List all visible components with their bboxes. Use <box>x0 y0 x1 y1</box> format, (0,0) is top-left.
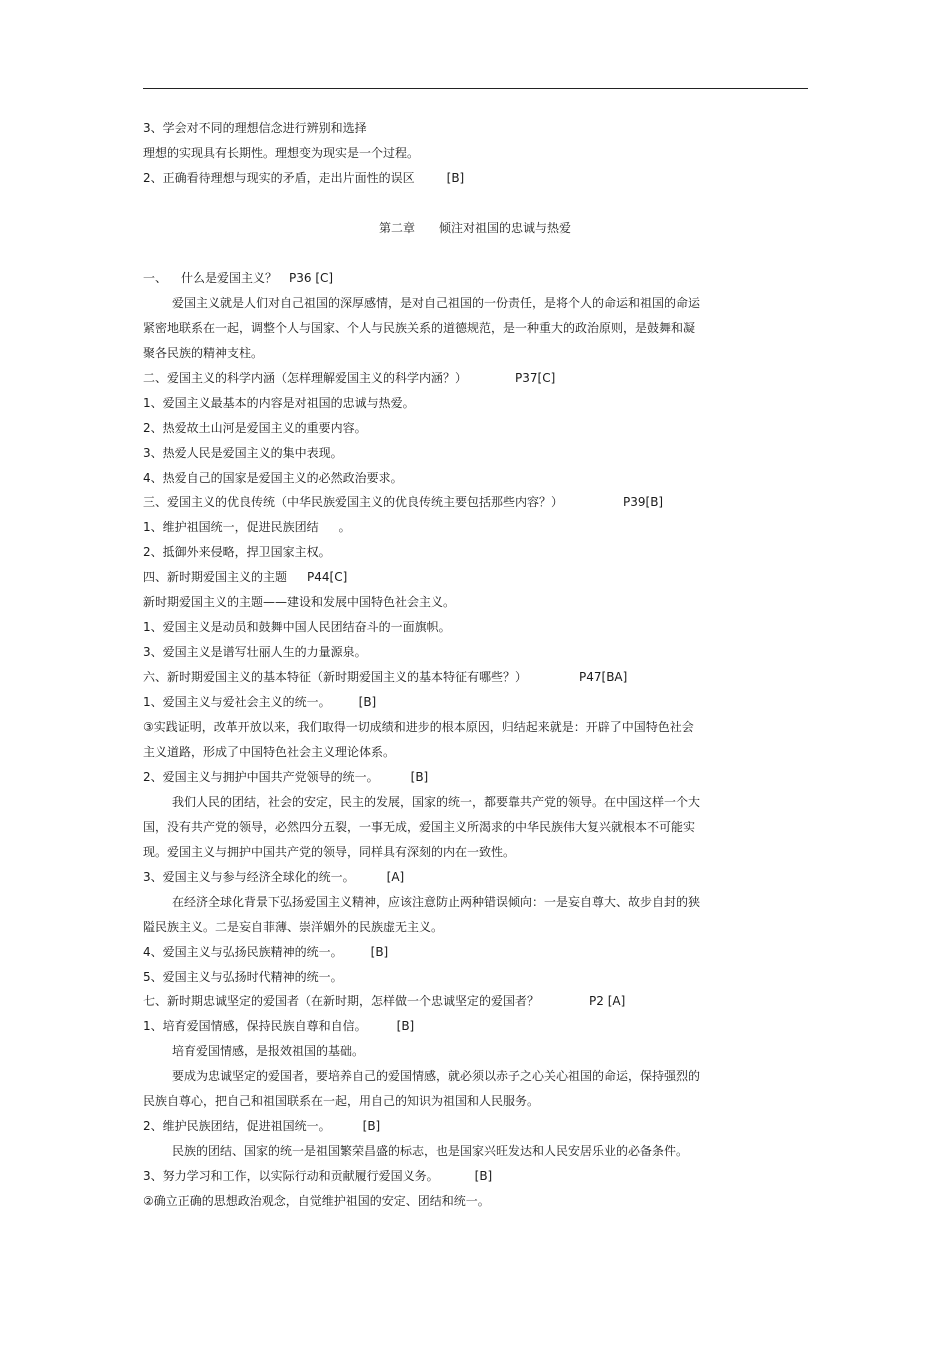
paragraph-line: ③实践证明，改革开放以来，我们取得一切成绩和进步的根本原因，归结起来就是：开辟了中国特色社会 <box>143 720 694 734</box>
section-heading: 四、新时期爱国主义的主题 P44[C] <box>143 570 348 584</box>
text-line: 3、努力学习和工作，以实际行动和贡献履行爱国义务。 [B] <box>143 1169 493 1183</box>
paragraph-line: 隘民族主义。二是妄自菲薄、崇洋媚外的民族虚无主义。 <box>143 920 444 934</box>
text-line: 3、热爱人民是爱国主义的集中表现。 <box>143 446 343 460</box>
paragraph-line: 民族的团结、国家的统一是祖国繁荣昌盛的标志，也是国家兴旺发达和人民安居乐业的必备条件。 <box>172 1144 689 1158</box>
section-heading: 二、爱国主义的科学内涵（怎样理解爱国主义的科学内涵？） P37[C] <box>143 371 556 385</box>
text-line: 4、爱国主义与弘扬民族精神的统一。 [B] <box>143 945 389 959</box>
paragraph-line: 爱国主义就是人们对自己祖国的深厚感情，是对自己祖国的一份责任，是将个人的命运和祖国的命运 <box>172 296 701 310</box>
paragraph-line: 现。爱国主义与拥护中国共产党的领导，同样具有深刻的内在一致性。 <box>143 845 516 859</box>
text-line: 5、爱国主义与弘扬时代精神的统一。 <box>143 970 343 984</box>
section-heading: 一、 什么是爱国主义？ P36 [C] <box>143 271 334 285</box>
paragraph-line: 要成为忠诚坚定的爱国者，要培养自己的爱国情感，就必须以赤子之心关心祖国的命运，保持强烈的 <box>172 1069 701 1083</box>
text-line: 2、抵御外来侵略，捍卫国家主权。 <box>143 545 331 559</box>
paragraph-line: 民族自尊心，把自己和祖国联系在一起，用自己的知识为祖国和人民服务。 <box>143 1094 540 1108</box>
text-line: 1、爱国主义最基本的内容是对祖国的忠诚与热爱。 <box>143 396 415 410</box>
section-heading: 三、爱国主义的优良传统（中华民族爱国主义的优良传统主要包括那些内容？） P39[B] <box>143 495 664 509</box>
chapter-title: 第二章 倾注对祖国的忠诚与热爱 <box>378 221 572 235</box>
text-line: 3、爱国主义与参与经济全球化的统一。 [A] <box>143 870 405 884</box>
text-line: 2、维护民族团结，促进祖国统一。 [B] <box>143 1119 381 1133</box>
text-line: 1、爱国主义是动员和鼓舞中国人民团结奋斗的一面旗帜。 <box>143 620 451 634</box>
paragraph-line: 紧密地联系在一起，调整个人与国家、个人与民族关系的道德规范，是一种重大的政治原则，是鼓舞和凝 <box>143 321 696 335</box>
text-line: 2、正确看待理想与现实的矛盾，走出片面性的误区 [B] <box>143 171 465 185</box>
paragraph-line: 国，没有共产党的领导，必然四分五裂，一事无成，爱国主义所渴求的中华民族伟大复兴就根本不可能实 <box>143 820 696 834</box>
paragraph-line: 主义道路，形成了中国特色社会主义理论体系。 <box>143 745 396 759</box>
text-line: 2、热爱故土山河是爱国主义的重要内容。 <box>143 421 367 435</box>
header-rule <box>143 88 808 89</box>
text-line: 1、爱国主义与爱社会主义的统一。 [B] <box>143 695 377 709</box>
text-line: 1、维护祖国统一，促进民族团结 。 <box>143 520 351 534</box>
paragraph-line: 聚各民族的精神支柱。 <box>143 346 264 360</box>
text-line: 3、爱国主义是谱写壮丽人生的力量源泉。 <box>143 645 367 659</box>
paragraph-line: 培育爱国情感，是报效祖国的基础。 <box>172 1044 365 1058</box>
text-line: 3、学会对不同的理想信念进行辨别和选择 <box>143 121 367 135</box>
section-heading: 六、新时期爱国主义的基本特征（新时期爱国主义的基本特征有哪些？） P47[BA] <box>143 670 628 684</box>
text-line: 新时期爱国主义的主题——建设和发展中国特色社会主义。 <box>143 595 456 609</box>
section-heading: 七、新时期忠诚坚定的爱国者（在新时期，怎样做一个忠诚坚定的爱国者？ P2 [A] <box>143 994 626 1008</box>
text-line: 理想的实现具有长期性。理想变为现实是一个过程。 <box>143 146 420 160</box>
text-line: 1、培育爱国情感，保持民族自尊和自信。 [B] <box>143 1019 415 1033</box>
text-line: 2、爱国主义与拥护中国共产党领导的统一。 [B] <box>143 770 429 784</box>
paragraph-line: 我们人民的团结，社会的安定，民主的发展，国家的统一，都要靠共产党的领导。在中国这样一个大 <box>172 795 701 809</box>
text-line: 4、热爱自己的国家是爱国主义的必然政治要求。 <box>143 471 403 485</box>
paragraph-line: 在经济全球化背景下弘扬爱国主义精神，应该注意防止两种错误倾向：一是妄自尊大、故步自封的狭 <box>172 895 701 909</box>
text-line: ②确立正确的思想政治观念，自觉维护祖国的安定、团结和统一。 <box>143 1194 490 1208</box>
